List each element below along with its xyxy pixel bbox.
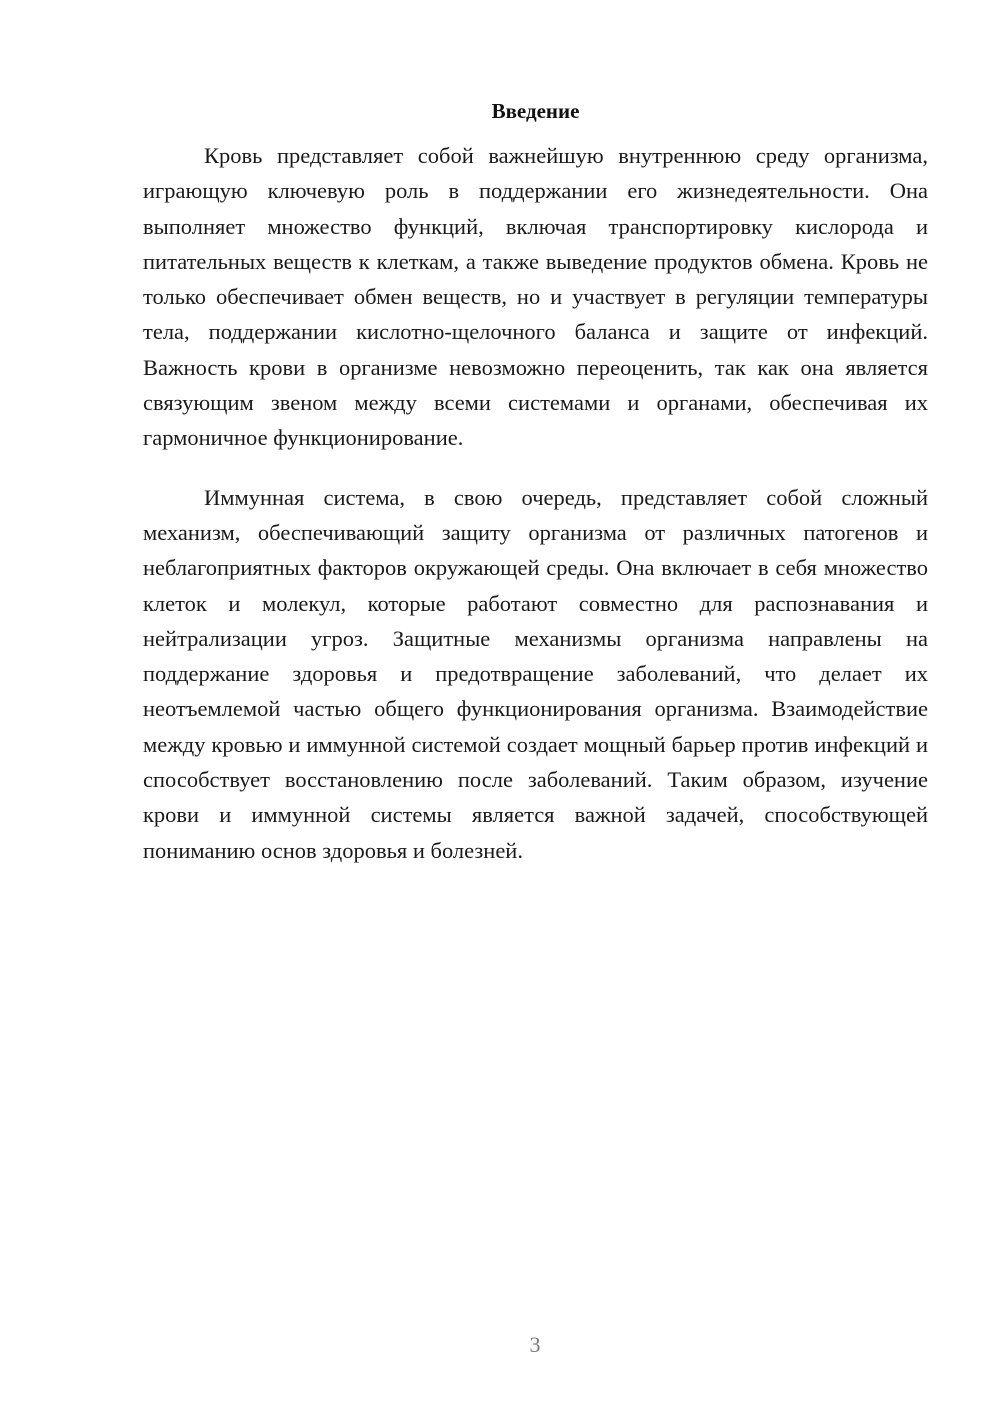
paragraph-blood: Кровь представляет собой важнейшую внутреннюю среду организма, играющую ключевую роль в поддержании его жизнедеятельности. Она выполняет множество функций, включая транспортировку кислорода и питательных веществ к клеткам, а также выведение продуктов обмена. Кровь не только обеспечивает обмен веществ, но и участвует в регуляции температуры тела, поддержании кислотно-щелочного баланса и защите от инфекций. Важность крови в организме невозможно переоценить, так как она является связующим звеном между всеми системами и органами, обеспечивая их гармоничное функционирование. — [143, 143, 928, 451]
paragraph-immune-system: Иммунная система, в свою очередь, представляет собой сложный механизм, обеспечивающий защиту организма от различных патогенов и неблагоприятных факторов окружающей среды. Она включает в себя множество клеток и молекул, которые работают совместно для распознавания и нейтрализации угроз. Защитные механизмы организма направлены на поддержание здоровья и предотвращение заболеваний, что делает их неотъемлемой частью общего функционирования организма. Взаимодействие между кровью и иммунной системой создает мощный барьер против инфекций и способствует восстановлению после заболеваний. Таким образом, изучение крови и иммунной системы является важной задачей, способствующей пониманию основ здоровья и болезней. — [143, 484, 928, 863]
page-number: 3 — [529, 1332, 541, 1357]
page-content — [143, 96, 928, 868]
section-title: Введение — [491, 99, 580, 123]
